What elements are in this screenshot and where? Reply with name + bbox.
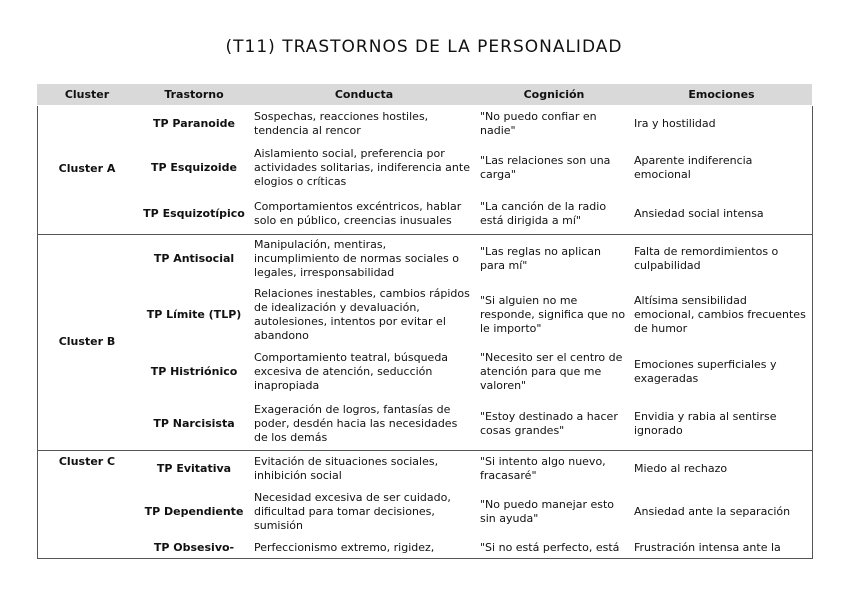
header-trastorno: Trastorno — [137, 84, 251, 105]
header-cognicion: Cognición — [477, 84, 631, 105]
cognition-cell: "Si no está perfecto, está — [480, 540, 620, 554]
table-row — [37, 194, 812, 234]
disorder-name: TP Evitativa — [137, 451, 251, 487]
emotion-cell: Envidia y rabia al sentirse ignorado — [634, 409, 777, 437]
behavior-cell: Relaciones inestables, cambios rápidos de idealización y devaluación, autolesiones, intentos por evitar el abandono — [254, 286, 470, 342]
emotion-cell: Emociones superficiales y exageradas — [634, 358, 777, 385]
behavior-cell: Comportamientos excéntricos, hablar solo en público, creencias inusuales — [254, 199, 462, 227]
header-emociones: Emociones — [631, 84, 812, 105]
personality-disorders-table-container — [37, 84, 812, 559]
table-row — [37, 347, 812, 398]
cluster-c-label: Cluster C — [37, 451, 137, 560]
table-row — [37, 142, 812, 194]
emotion-cell: Miedo al rechazo — [631, 451, 812, 487]
table-row — [37, 451, 812, 487]
disorder-name: TP Esquizotípico — [143, 206, 245, 220]
behavior-cell: Sospechas, reacciones hostiles, tendencia al rencor — [254, 109, 429, 137]
cognition-cell: "Si alguien no me responde, significa que no le importo" — [480, 293, 626, 335]
disorder-name: TP Narcisista — [153, 416, 235, 430]
behavior-cell: Evitación de situaciones sociales, inhibición social — [251, 451, 477, 487]
cognition-cell: "Estoy destinado a hacer cosas grandes" — [480, 409, 618, 437]
disorder-name: TP Paranoide — [153, 116, 235, 130]
cluster-b-label: Cluster B — [37, 234, 137, 451]
table-row — [37, 105, 812, 142]
behavior-cell: Perfeccionismo extremo, rigidez, — [254, 540, 435, 554]
cognition-cell: "Necesito ser el centro de atención para que me valoren" — [480, 351, 623, 392]
page-title: (T11) TRASTORNOS DE LA PERSONALIDAD — [225, 37, 623, 57]
disorder-name: TP Esquizoide — [151, 161, 237, 174]
cognition-cell: "No puedo confiar en nadie" — [480, 109, 597, 137]
cognition-cell: "No puedo manejar esto sin ayuda" — [480, 498, 614, 525]
disorder-name: TP Antisocial — [137, 234, 251, 283]
header-conducta: Conducta — [251, 84, 477, 105]
cluster-a-label: Cluster A — [58, 162, 116, 176]
disorder-name: TP Obsesivo- — [153, 540, 235, 554]
table-row — [37, 398, 812, 451]
emotion-cell: Falta de remordimientos o culpabilidad — [631, 234, 812, 283]
table-row — [37, 234, 812, 283]
header-row — [37, 84, 812, 105]
behavior-cell: Comportamiento teatral, búsqueda excesiva de atención, seducción inapropiada — [254, 351, 449, 392]
cognition-cell: "Las reglas no aplican para mí" — [477, 234, 631, 283]
emotion-cell: Ansiedad ante la separación — [634, 505, 791, 518]
emotion-cell: Altísima sensibilidad emocional, cambios frecuentes de humor — [634, 293, 806, 335]
table-row — [37, 487, 812, 538]
emotion-cell: Ansiedad social intensa — [634, 206, 764, 220]
behavior-cell: Exageración de logros, fantasías de poder, desdén hacia las necesidades de los demás — [254, 402, 458, 444]
cognition-cell: "Si intento algo nuevo, fracasaré" — [477, 451, 631, 487]
behavior-cell: Manipulación, mentiras, incumplimiento de normas sociales o legales, irresponsabilidad — [251, 234, 477, 283]
disorder-name: TP Límite (TLP) — [146, 307, 242, 321]
cognition-cell: "Las relaciones son una carga" — [480, 154, 611, 181]
behavior-cell: Aislamiento social, preferencia por actividades solitarias, indiferencia ante elogios o críticas — [254, 147, 470, 188]
disorder-name: TP Dependiente — [144, 505, 244, 518]
disorder-name: TP Histriónico — [150, 365, 238, 378]
emotion-cell: Ira y hostilidad — [634, 116, 716, 130]
cognition-cell: "La canción de la radio está dirigida a mí" — [480, 199, 607, 227]
emotion-cell: Frustración intensa ante la — [634, 540, 781, 554]
behavior-cell: Necesidad excesiva de ser cuidado, dificultad para tomar decisiones, sumisión — [254, 491, 451, 532]
emotion-cell: Aparente indiferencia emocional — [634, 154, 753, 181]
table-row — [37, 538, 812, 560]
table-row — [37, 283, 812, 347]
personality-disorders-table — [37, 84, 812, 559]
header-cluster: Cluster — [37, 84, 137, 105]
